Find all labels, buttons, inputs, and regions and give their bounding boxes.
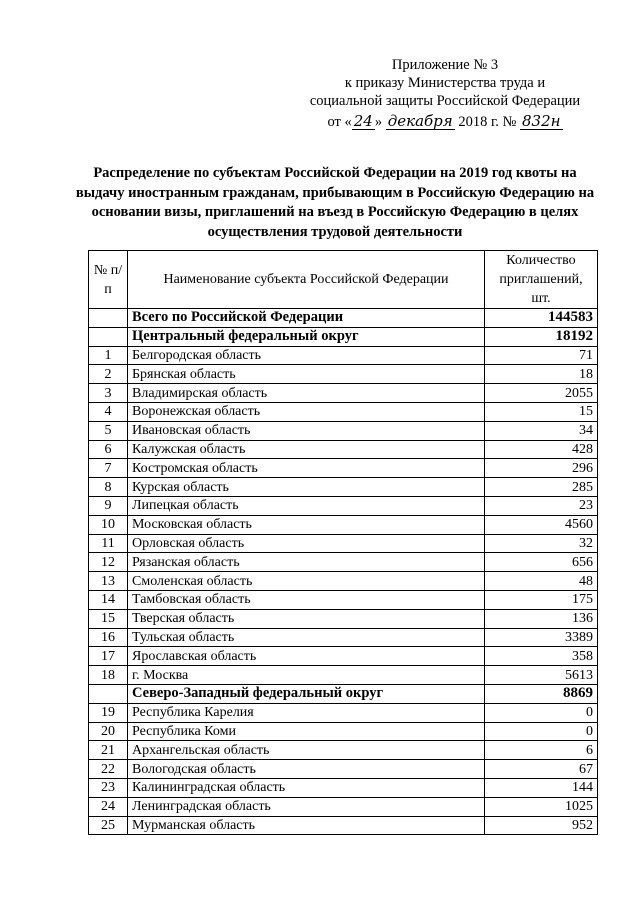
row-name: Всего по Российской Федерации: [128, 309, 485, 328]
row-value: 144: [485, 778, 598, 797]
row-value: 6: [485, 741, 598, 760]
table-header-row: [89, 251, 598, 309]
date-prefix: от «: [327, 114, 352, 130]
date-year: 2018 г. №: [458, 114, 517, 130]
appendix-date-line: [300, 113, 590, 131]
row-num: 6: [89, 440, 128, 459]
header-name: Наименование субъекта Российской Федерации: [128, 251, 485, 309]
header-num: № п/п: [89, 251, 128, 309]
row-value: 358: [485, 647, 598, 666]
row-num: 11: [89, 534, 128, 553]
date-day: 24: [353, 112, 373, 130]
row-value: 48: [485, 572, 598, 591]
table-row: [89, 609, 598, 628]
row-value: 71: [485, 346, 598, 365]
table-row: [89, 421, 598, 440]
row-num: 13: [89, 572, 128, 591]
row-value: 34: [485, 421, 598, 440]
row-value: 175: [485, 590, 598, 609]
table-row: [89, 478, 598, 497]
row-value: 2055: [485, 384, 598, 403]
appendix-order-ref: к приказу Министерства труда и: [344, 75, 546, 91]
table-row: [89, 684, 598, 703]
table-row: [89, 666, 598, 685]
row-value: 656: [485, 553, 598, 572]
row-value: 952: [485, 816, 598, 835]
row-value: 136: [485, 609, 598, 628]
document-title: Распределение по субъектам Российской Федерации на 2019 год квоты на выдачу иностранным гражданам, прибывающим в Российскую Федерацию на основании визы, приглашений на въезд в Российскую Федерацию в целях осуществления трудовой деятельности: [75, 165, 595, 240]
table-row: [89, 760, 598, 779]
table-row: [89, 816, 598, 835]
row-value: 296: [485, 459, 598, 478]
row-name: Орловская область: [128, 534, 485, 553]
table-row: [89, 515, 598, 534]
table-row: [89, 309, 598, 328]
row-num: 18: [89, 666, 128, 685]
row-num: 25: [89, 816, 128, 835]
row-name: Московская область: [128, 515, 485, 534]
header-qty: Количество приглашений, шт.: [485, 251, 598, 309]
row-name: Брянская область: [128, 365, 485, 384]
row-name: Липецкая область: [128, 496, 485, 515]
table-row: [89, 553, 598, 572]
table-row: [89, 628, 598, 647]
row-value: 428: [485, 440, 598, 459]
row-num: 24: [89, 797, 128, 816]
appendix-block: [300, 56, 590, 131]
table-row: [89, 346, 598, 365]
row-name: Ивановская область: [128, 421, 485, 440]
row-name: Белгородская область: [128, 346, 485, 365]
row-name: Тульская область: [128, 628, 485, 647]
row-name: Калужская область: [128, 440, 485, 459]
row-num: 8: [89, 478, 128, 497]
row-value: 144583: [485, 309, 598, 328]
row-name: Владимирская область: [128, 384, 485, 403]
row-num: 5: [89, 421, 128, 440]
row-value: 4560: [485, 515, 598, 534]
table-row: [89, 722, 598, 741]
row-num: 21: [89, 741, 128, 760]
table-row: [89, 384, 598, 403]
row-num: 16: [89, 628, 128, 647]
quota-table: [88, 250, 598, 835]
row-value: 0: [485, 703, 598, 722]
row-value: 18192: [485, 327, 598, 346]
row-value: 0: [485, 722, 598, 741]
row-num: [89, 309, 128, 328]
row-num: 19: [89, 703, 128, 722]
row-num: 14: [89, 590, 128, 609]
row-num: 23: [89, 778, 128, 797]
table-row: [89, 741, 598, 760]
row-name: Воронежская область: [128, 402, 485, 421]
order-number: 832н: [522, 112, 561, 130]
row-num: 10: [89, 515, 128, 534]
row-value: 32: [485, 534, 598, 553]
row-value: 285: [485, 478, 598, 497]
row-num: [89, 327, 128, 346]
date-month: декабря: [387, 112, 453, 130]
row-value: 23: [485, 496, 598, 515]
table-row: [89, 590, 598, 609]
row-num: 1: [89, 346, 128, 365]
table-row: [89, 534, 598, 553]
row-num: 15: [89, 609, 128, 628]
row-name: Тверская область: [128, 609, 485, 628]
appendix-number: Приложение № 3: [391, 57, 499, 73]
row-num: 4: [89, 402, 128, 421]
row-num: 12: [89, 553, 128, 572]
row-name: Мурманская область: [128, 816, 485, 835]
table-row: [89, 365, 598, 384]
row-name: Курская область: [128, 478, 485, 497]
table-row: [89, 797, 598, 816]
row-name: Архангельская область: [128, 741, 485, 760]
table-row: [89, 402, 598, 421]
row-name: Республика Коми: [128, 722, 485, 741]
row-name: Северо-Западный федеральный округ: [128, 684, 485, 703]
table-row: [89, 327, 598, 346]
row-name: Калининградская область: [128, 778, 485, 797]
row-value: 15: [485, 402, 598, 421]
row-num: [89, 684, 128, 703]
table-row: [89, 703, 598, 722]
row-name: Ярославская область: [128, 647, 485, 666]
row-name: Рязанская область: [128, 553, 485, 572]
row-num: 7: [89, 459, 128, 478]
row-value: 5613: [485, 666, 598, 685]
table-row: [89, 572, 598, 591]
date-sep: »: [374, 114, 383, 130]
table-row: [89, 647, 598, 666]
row-num: 17: [89, 647, 128, 666]
row-name: г. Москва: [128, 666, 485, 685]
row-num: 22: [89, 760, 128, 779]
table-row: [89, 778, 598, 797]
row-value: 1025: [485, 797, 598, 816]
table-row: [89, 440, 598, 459]
row-num: 2: [89, 365, 128, 384]
appendix-ministry: социальной защиты Российской Федерации: [309, 93, 581, 109]
row-num: 3: [89, 384, 128, 403]
row-name: Костромская область: [128, 459, 485, 478]
row-name: Центральный федеральный округ: [128, 327, 485, 346]
row-name: Смоленская область: [128, 572, 485, 591]
row-num: 9: [89, 496, 128, 515]
row-num: 20: [89, 722, 128, 741]
row-name: Республика Карелия: [128, 703, 485, 722]
table-row: [89, 459, 598, 478]
table-body: [89, 309, 598, 835]
row-name: Ленинградская область: [128, 797, 485, 816]
row-name: Тамбовская область: [128, 590, 485, 609]
row-value: 3389: [485, 628, 598, 647]
row-value: 8869: [485, 684, 598, 703]
table-row: [89, 496, 598, 515]
row-name: Вологодская область: [128, 760, 485, 779]
row-value: 18: [485, 365, 598, 384]
row-value: 67: [485, 760, 598, 779]
